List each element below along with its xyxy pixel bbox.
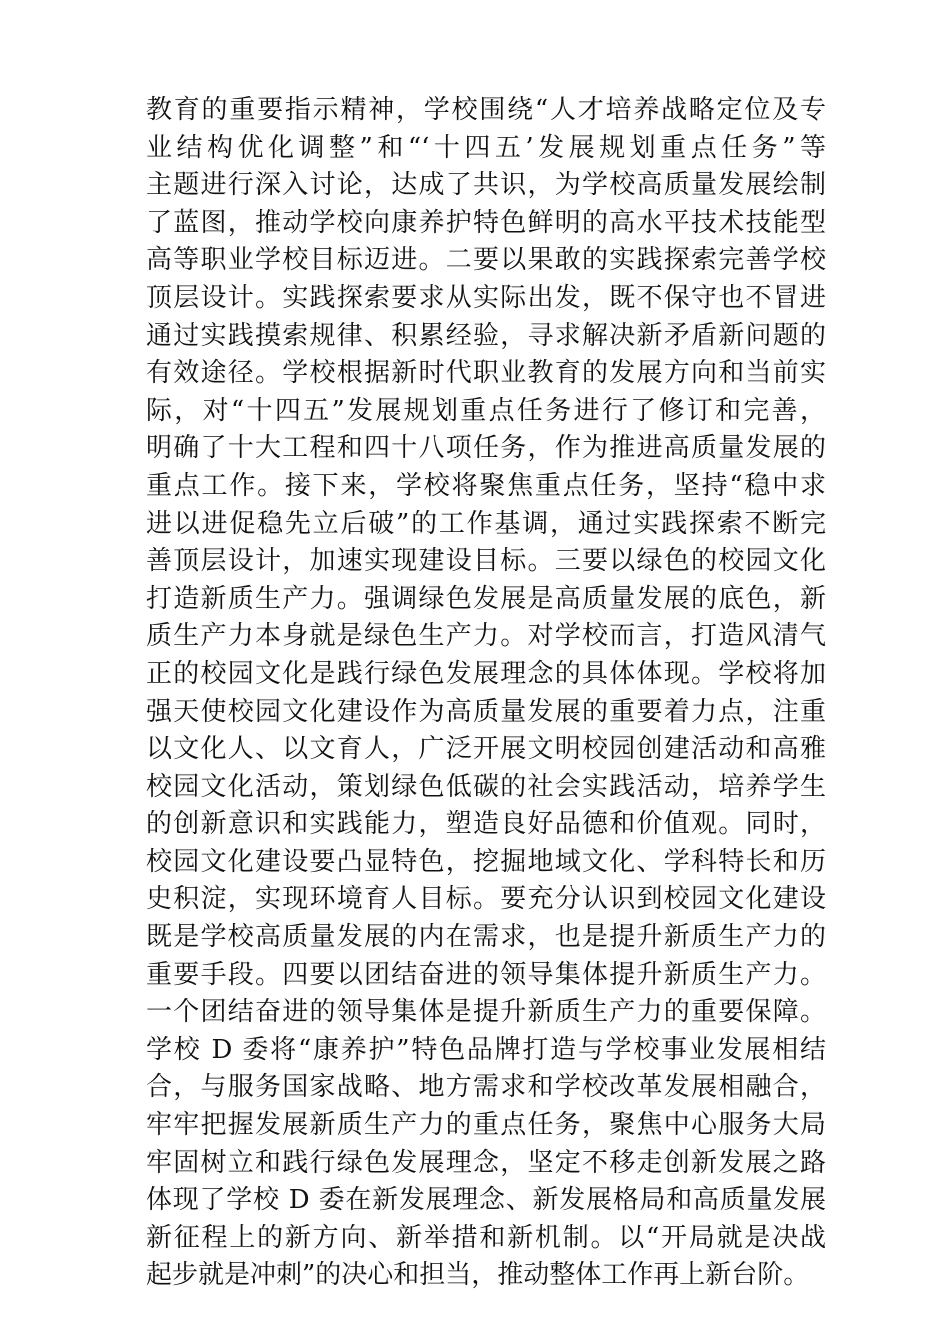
text-line: 明确了十大工程和四十八项任务，作为推进高质量发展的 — [146, 433, 826, 464]
text-line: 高等职业学校目标迈进。二要以果敢的实践探索完善学校 — [146, 245, 826, 276]
text-line: 起步就是冲刺”的决心和担当，推动整体工作再上新台阶。 — [146, 1260, 810, 1291]
body-paragraph — [146, 92, 826, 1295]
text-line: 学校 D 委将“康养护”特色品牌打造与学校事业发展相结 — [146, 1034, 826, 1065]
text-line: 合，与服务国家战略、地方需求和学校改革发展相融合， — [146, 1072, 826, 1103]
text-line: 校园文化建设要凸显特色，挖掘地域文化、学科特长和历 — [146, 846, 826, 877]
text-line: 教育的重要指示精神，学校围绕“人才培养战略定位及专 — [146, 95, 826, 125]
text-line: 既是学校高质量发展的内在需求，也是提升新质生产力的 — [146, 922, 826, 953]
text-line: 校园文化活动，策划绿色低碳的社会实践活动，培养学生 — [146, 771, 826, 802]
text-line: 主题进行深入讨论，达成了共识，为学校高质量发展绘制 — [146, 170, 826, 201]
text-line: 的创新意识和实践能力，塑造良好品德和价值观。同时， — [146, 809, 826, 840]
text-line: 际，对“十四五”发展规划重点任务进行了修订和完善， — [146, 395, 826, 426]
text-line: 善顶层设计，加速实现建设目标。三要以绿色的校园文化 — [146, 546, 826, 577]
text-line: 业结构优化调整”和“‘十四五’发展规划重点任务”等 — [146, 132, 826, 163]
text-line: 有效途径。学校根据新时代职业教育的发展方向和当前实 — [146, 358, 826, 389]
text-line: 牢牢把握发展新质生产力的重点任务，聚焦中心服务大局 — [146, 1110, 826, 1141]
text-line: 通过实践摸索规律、积累经验，寻求解决新矛盾新问题的 — [146, 320, 826, 351]
text-line: 新征程上的新方向、新举措和新机制。以“开局就是决战 — [146, 1222, 826, 1253]
text-line: 一个团结奋进的领导集体是提升新质生产力的重要保障。 — [146, 997, 826, 1028]
text-line: 正的校园文化是践行绿色发展理念的具体体现。学校将加 — [146, 658, 826, 689]
text-line: 重点工作。接下来，学校将聚焦重点任务，坚持“稳中求 — [146, 470, 826, 501]
text-line: 了蓝图，推动学校向康养护特色鲜明的高水平技术技能型 — [146, 207, 826, 238]
text-line: 史积淀，实现环境育人目标。要充分认识到校园文化建设 — [146, 884, 826, 915]
text-line: 重要手段。四要以团结奋进的领导集体提升新质生产力。 — [146, 959, 826, 990]
text-line: 进以进促稳先立后破”的工作基调，通过实践探索不断完 — [146, 508, 826, 539]
text-line: 牢固树立和践行绿色发展理念，坚定不移走创新发展之路 — [146, 1147, 826, 1178]
text-line: 打造新质生产力。强调绿色发展是高质量发展的底色，新 — [146, 583, 826, 614]
text-line: 体现了学校 D 委在新发展理念、新发展格局和高质量发展 — [146, 1185, 826, 1216]
text-line: 质生产力本身就是绿色生产力。对学校而言，打造风清气 — [146, 621, 826, 652]
text-line: 强天使校园文化建设作为高质量发展的重要着力点，注重 — [146, 696, 826, 727]
text-line: 以文化人、以文育人，广泛开展文明校园创建活动和高雅 — [146, 734, 826, 765]
text-line: 顶层设计。实践探索要求从实际出发，既不保守也不冒进 — [146, 282, 826, 313]
